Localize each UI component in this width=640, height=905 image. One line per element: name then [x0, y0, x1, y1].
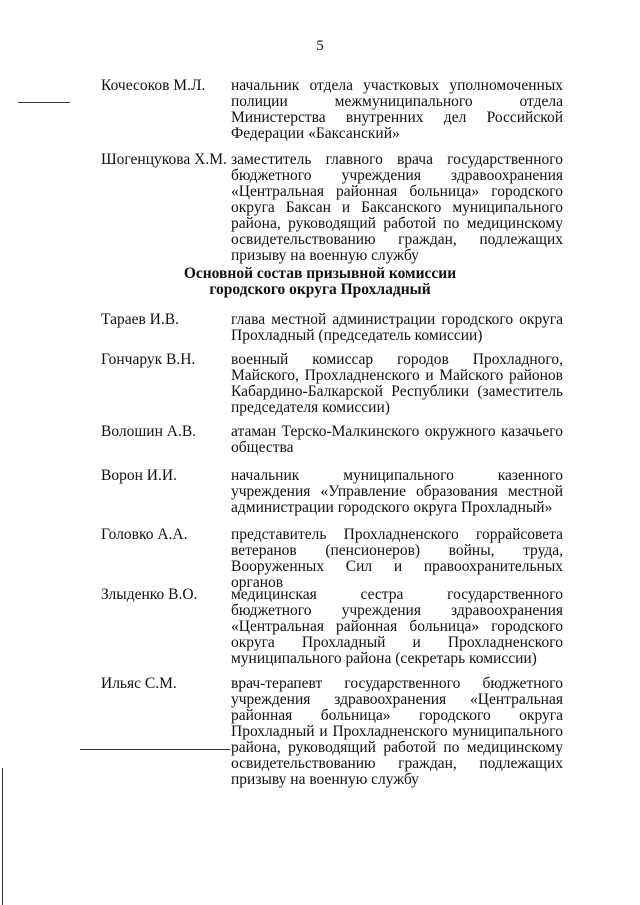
member-description: военный комиссар городов Прохладного, Майского, Прохладненского и Майского районов Кабардино-Балкарской Республики (заместитель председателя комиссии) [231, 351, 563, 416]
scan-artifact-line [80, 749, 230, 750]
member-description: атаман Терско-Малкинского окружного казачьего общества [231, 423, 563, 456]
scan-artifact-edge [2, 768, 3, 905]
member-name: Кочесоков М.Л. [101, 77, 206, 94]
member-description: глава местной администрации городского округа Прохладный (председатель комиссии) [231, 311, 563, 344]
member-name: Гончарук В.Н. [101, 351, 196, 368]
member-name: Шогенцукова Х.М. [101, 151, 227, 168]
member-name: Злыденко В.О. [101, 586, 198, 603]
section-heading [0, 266, 640, 298]
member-name: Волошин А.В. [101, 423, 197, 440]
member-description: врач-терапевт государственного бюджетного учреждения здравоохранения «Центральная районная больница» городского округа Прохладный и Прохладненского муниципального района, руководящий работой по медицинскому освидетельствованию граждан, подлежащих призыву на военную службу [231, 675, 563, 788]
scan-artifact-line [18, 102, 70, 103]
member-description: заместитель главного врача государственного бюджетного учреждения здравоохранения «Центральная районная больница» городского округа Баксан и Баксанского муниципального района, руководящий работой по медицинскому освидетельствованию граждан, подлежащих призыву на военную службу [231, 151, 563, 264]
section-heading-line1: Основной состав призывной комиссии [183, 265, 457, 282]
member-description: начальник отдела участковых уполномоченных полиции межмуниципального отдела Министерства внутренних дел Российской Федерации «Баксанский» [231, 77, 563, 142]
member-name: Головко А.А. [101, 526, 188, 543]
member-name: Ильяс С.М. [101, 675, 177, 692]
member-name: Ворон И.И. [101, 467, 177, 484]
member-description: медицинская сестра государственного бюджетного учреждения здравоохранения «Центральная районная больница» городского округа Прохладный и Прохладненского муниципального района (секретарь комиссии) [231, 586, 563, 667]
member-description: начальник муниципального казенного учреждения «Управление образования местной администрации городского округа Прохладный» [231, 467, 563, 516]
section-heading-line2: городского округа Прохладный [209, 281, 431, 298]
member-description: представитель Прохладненского горрайсовета ветеранов (пенсионеров) войны, труда, Вооруженных Сил и правоохранительных органов [231, 526, 563, 591]
page-number: 5 [316, 38, 324, 54]
member-name: Тараев И.В. [101, 311, 179, 328]
